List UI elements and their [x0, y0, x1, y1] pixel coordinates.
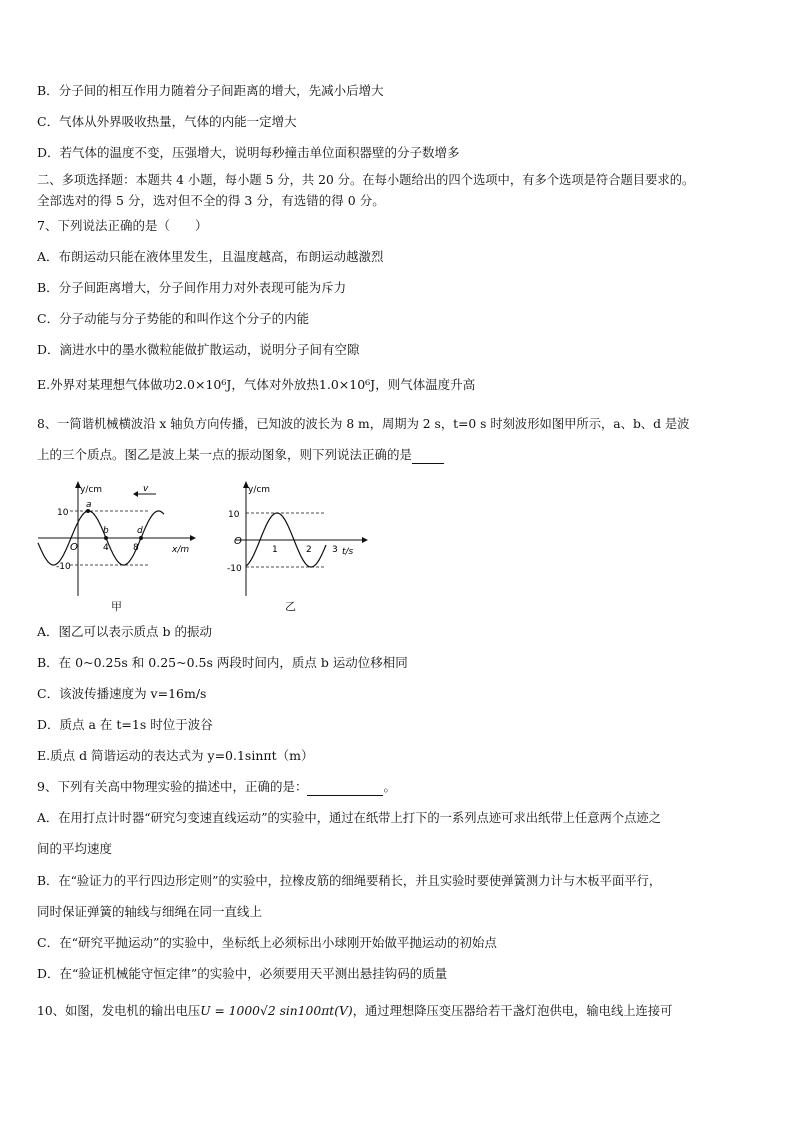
q8-stem-text: 上的三个质点。图乙是波上某一点的振动图象，则下列说法正确的是	[37, 447, 413, 462]
q7-e-heat: 1.0×10⁶J	[318, 377, 376, 392]
origin-label: O	[234, 536, 242, 547]
x-axis-label: x/m	[172, 545, 190, 555]
q8-option-e: E.质点 d 简谐运动的表达式为 y=0.1sinπt（m）	[37, 748, 314, 763]
q9-option-c: C．在“研究平抛运动”的实验中，坐标纸上必须标出小球刚开始做平抛运动的初始点	[37, 935, 497, 950]
q8-answer-blank	[412, 449, 444, 464]
q9-stem	[37, 778, 766, 796]
q9-option-d: D．在“验证机械能守恒定律”的实验中，必须要用天平测出悬挂钩码的质量	[37, 966, 448, 981]
q7-option-e	[37, 376, 766, 394]
q10-voltage-formula: U = 1000√2 sin100πt(V)	[200, 1004, 353, 1018]
q9-stem-text: 9、下列有关高中物理实验的描述中，正确的是：	[37, 779, 308, 794]
vibration-graph-svg	[222, 478, 382, 610]
q10-text-2: ，通过理想降压变压器给若干盏灯泡供电，输电线上连接可	[352, 1004, 673, 1018]
wave-graph-svg	[30, 478, 200, 610]
q8-option-a: A．图乙可以表示质点 b 的振动	[37, 624, 212, 639]
velocity-arrow-head	[133, 491, 138, 497]
q9-answer-blank	[307, 781, 383, 796]
point-b-dot	[104, 536, 108, 540]
q7-option-c: C．分子动能与分子势能的和叫作这个分子的内能	[37, 311, 310, 326]
q9-option-a-line1: A．在用打点计时器“研究匀变速直线运动”的实验中，通过在纸带上打下的一系列点迹可求出纸带上任意两个点迹之	[37, 811, 662, 825]
velocity-label: v	[143, 484, 149, 494]
section-2-heading-line2: 全部选对的得 5 分，选对但不全的得 3 分，有选错的得 0 分。	[37, 193, 385, 208]
q7-stem: 7、下列说法正确的是（ ）	[37, 218, 208, 233]
q9-stem-end: 。	[383, 779, 396, 794]
y-axis-label: y/cm	[80, 485, 103, 495]
t-tick-1: 1	[272, 545, 278, 555]
y-tick-10: 10	[57, 508, 69, 518]
q6-option-b: B．分子间的相互作用力随着分子间距离的增大，先减小后增大	[37, 83, 384, 98]
q8-option-c: C．该波传播速度为 v=16m/s	[37, 686, 207, 701]
y-tick-minus-10: -10	[227, 564, 242, 574]
point-a-label: a	[86, 500, 92, 510]
y-axis-label: y/cm	[248, 485, 271, 495]
figure-yi	[222, 478, 382, 610]
q6-option-c: C．气体从外界吸收热量，气体的内能一定增大	[37, 114, 297, 129]
q7-e-work: 2.0×10⁶J	[175, 377, 232, 392]
q9-option-b-line1: B．在“验证力的平行四边形定则”的实验中，拉橡皮筋的细绳要稍长，并且实验时要使弹簧测力计与木板平面平行，	[37, 874, 662, 888]
origin-label: O	[70, 542, 78, 553]
q8-stem-line1: 8、一简谐机械横波沿 x 轴负方向传播，已知波的波长为 8 m，周期为 2 s，t=0 s 时刻波形如图甲所示，a、b、d 是波	[37, 417, 690, 431]
point-d-label: d	[137, 526, 143, 536]
t-axis-arrow	[362, 537, 368, 543]
q7-e-text-3: ，则气体温度升高	[375, 377, 476, 392]
q7-e-text-2: ，气体对外放热	[231, 377, 319, 392]
t-axis-label: t/s	[342, 547, 354, 557]
point-b-label: b	[103, 526, 109, 536]
q7-option-d: D．滴进水中的墨水微粒能做扩散运动，说明分子间有空隙	[37, 342, 360, 357]
section-2-heading-line1: 二、多项选择题：本题共 4 小题，每小题 5 分，共 20 分。在每小题给出的四个选项中，有多个选项是符合题目要求的。	[37, 173, 695, 187]
y-tick-10: 10	[228, 510, 240, 520]
q6-option-d: D．若气体的温度不变，压强增大，说明每秒撞击单位面积器壁的分子数增多	[37, 145, 460, 160]
figure-jia	[30, 478, 200, 610]
figure-yi-caption: 乙	[285, 600, 296, 613]
q7-option-a: A．布朗运动只能在液体里发生，且温度越高，布朗运动越激烈	[37, 249, 384, 264]
q7-e-text-1: E.外界对某理想气体做功	[37, 377, 176, 392]
q8-option-b: B．在 0~0.25s 和 0.25~0.5s 两段时间内，质点 b 运动位移相同	[37, 655, 408, 670]
q10-stem	[37, 1002, 766, 1020]
q7-option-b: B．分子间距离增大，分子间作用力对外表现可能为斥力	[37, 280, 347, 295]
q10-text-1: 10、如图，发电机的输出电压	[37, 1004, 201, 1018]
q8-stem-line2	[37, 446, 766, 464]
t-tick-2: 2	[306, 545, 312, 555]
q9-option-b-line2: 同时保证弹簧的轴线与细绳在同一直线上	[37, 904, 263, 919]
x-tick-4: 4	[103, 543, 109, 553]
point-d-dot	[139, 536, 143, 540]
x-axis-arrow	[190, 535, 196, 541]
q8-option-d: D．质点 a 在 t=1s 时位于波谷	[37, 717, 213, 732]
t-tick-3: 3	[332, 545, 338, 555]
x-tick-8: 8	[133, 543, 139, 553]
y-tick-minus-10: -10	[56, 562, 71, 572]
q9-option-a-line2: 间的平均速度	[37, 841, 113, 856]
figure-jia-caption: 甲	[111, 600, 122, 613]
